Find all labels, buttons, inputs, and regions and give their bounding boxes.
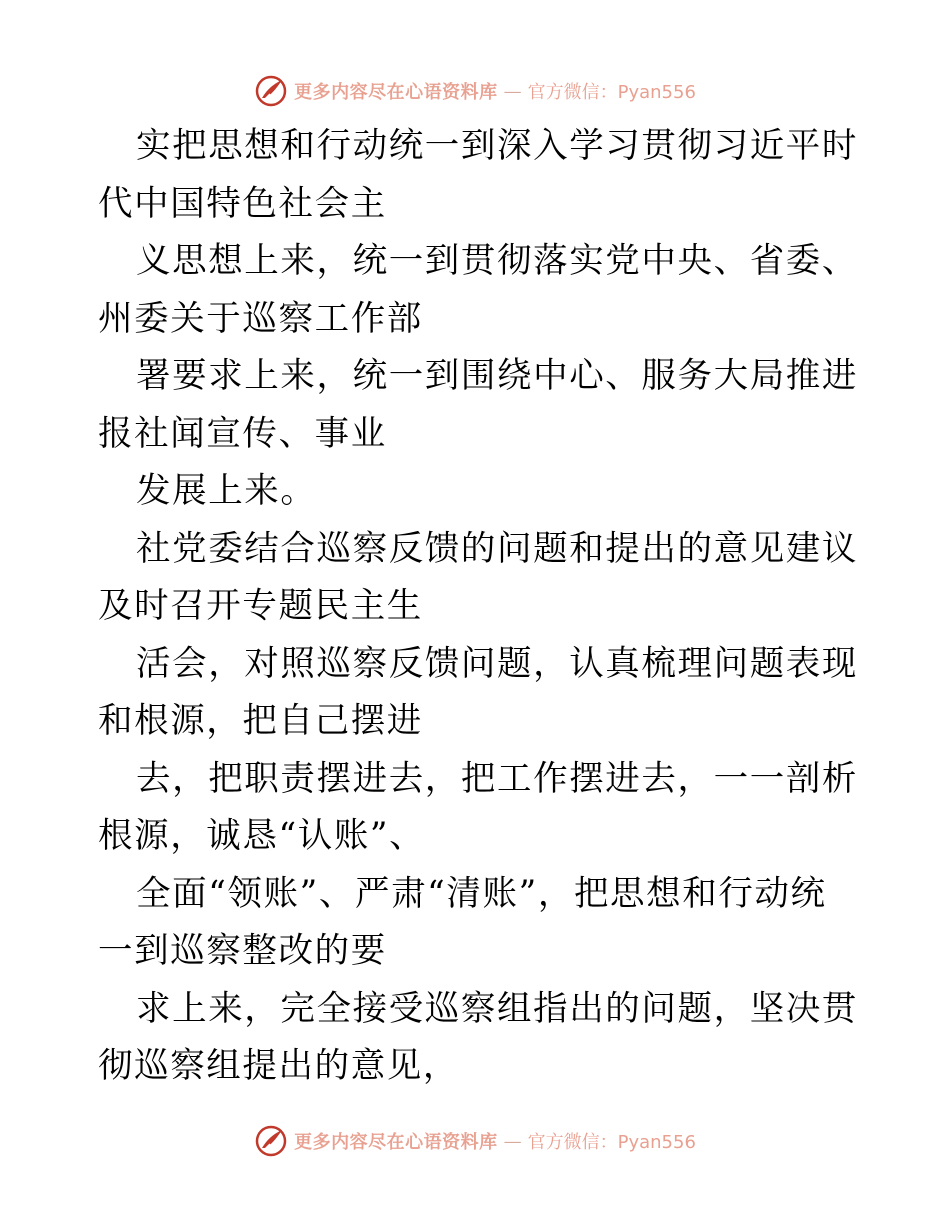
paragraph: 全面“领账”、严肃“清账”，把思想和行动统一到巡察整改的要 bbox=[98, 873, 827, 971]
paragraph: 署要求上来，统一到围绕中心、服务大局推进报社闻宣传、事业 bbox=[98, 356, 858, 454]
watermark-site-text: 更多内容尽在心语资料库 bbox=[294, 82, 498, 103]
quill-logo-icon bbox=[254, 1124, 288, 1158]
paragraph: 社党委结合巡察反馈的问题和提出的意见建议及时召开专题民主生 bbox=[98, 528, 858, 626]
paragraph: 去，把职责摆进去，把工作摆进去，一一剖析根源，诚恳“认账”、 bbox=[98, 758, 858, 856]
watermark-dash: — bbox=[503, 80, 522, 102]
watermark-site-text: 更多内容尽在心语资料库 bbox=[294, 1132, 498, 1153]
watermark-wechat-text: 官方微信：Pyan556 bbox=[527, 82, 696, 103]
paragraph: 发展上来。 bbox=[136, 471, 317, 511]
paragraph: 求上来，完全接受巡察组指出的问题，坚决贯彻巡察组提出的意见， bbox=[98, 988, 858, 1086]
paragraph: 实把思想和行动统一到深入学习贯彻习近平时代中国特色社会主 bbox=[98, 126, 858, 224]
footer-watermark bbox=[0, 1121, 950, 1161]
document-body bbox=[98, 118, 858, 1096]
watermark-wechat-text: 官方微信：Pyan556 bbox=[527, 1132, 696, 1153]
paragraph: 活会，对照巡察反馈问题，认真梳理问题表现和根源，把自己摆进 bbox=[98, 643, 858, 741]
watermark-dash: — bbox=[503, 1130, 522, 1152]
paragraph: 义思想上来，统一到贯彻落实党中央、省委、州委关于巡察工作部 bbox=[98, 241, 858, 339]
quill-logo-icon bbox=[254, 74, 288, 108]
header-watermark bbox=[0, 71, 950, 111]
